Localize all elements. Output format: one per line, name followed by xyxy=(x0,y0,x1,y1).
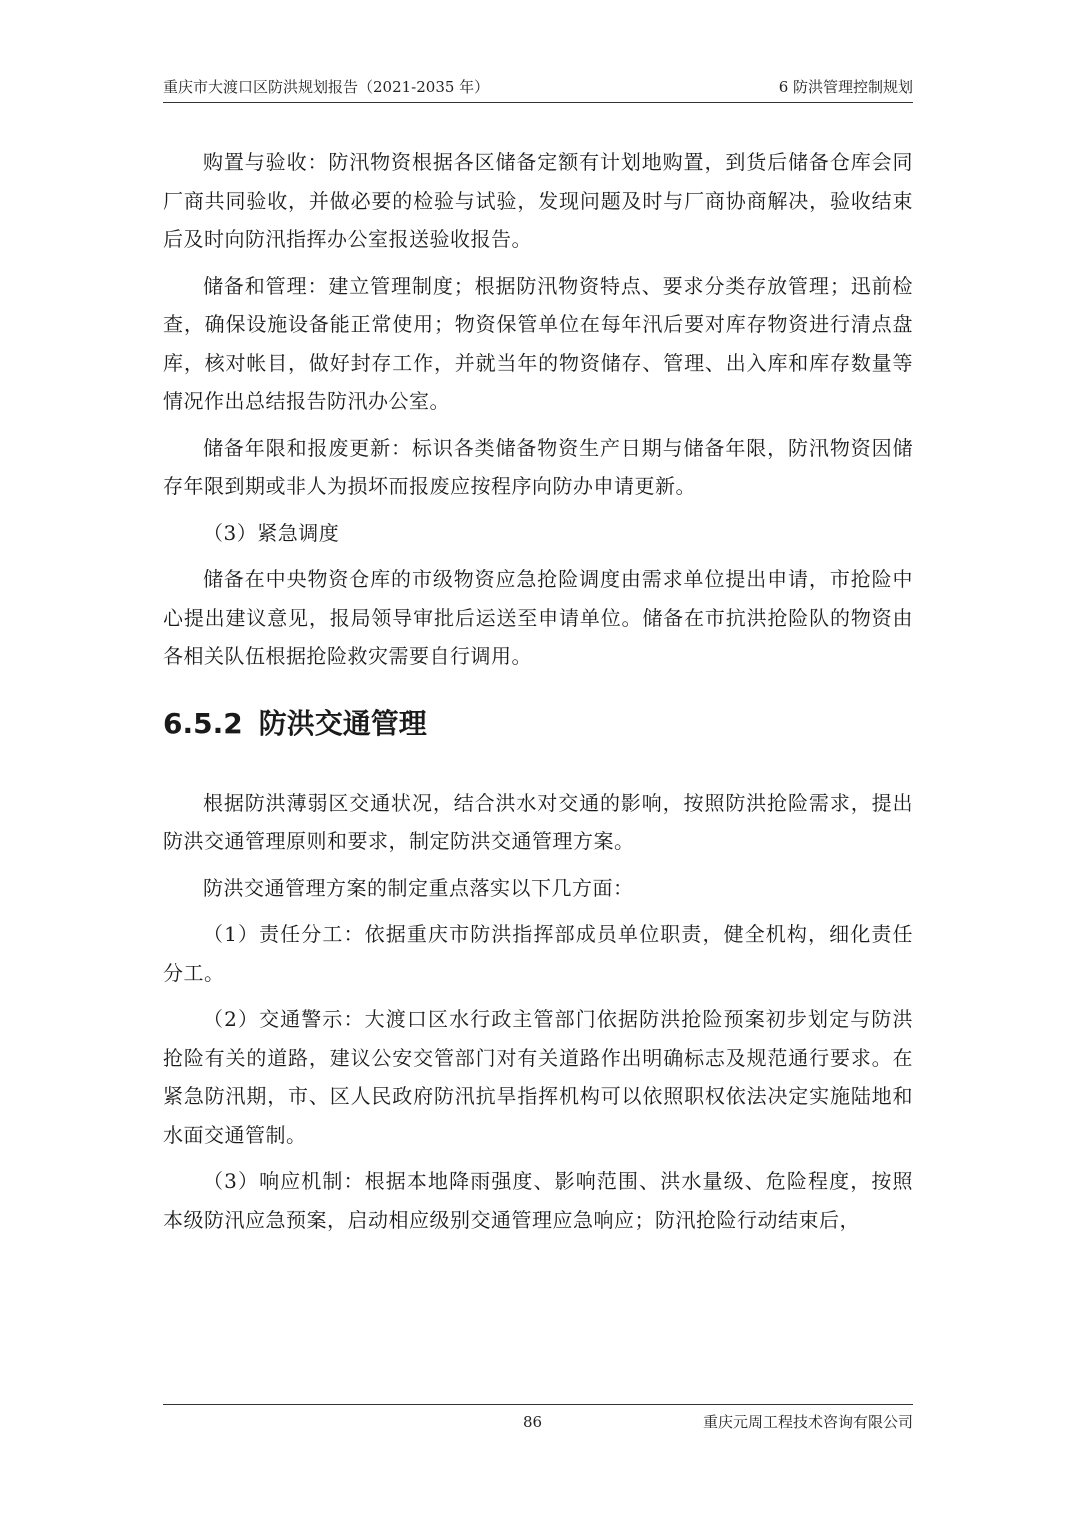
section-title: 防洪交通管理 xyxy=(258,706,427,740)
paragraph-storage-management: 储备和管理：建立管理制度；根据防汛物资特点、要求分类存放管理；迅前检查，确保设施设备能正常使用；物资保管单位在每年汛后要对库存物资进行清点盘库，核对帐目，做好封存工作，并就当年的物资储存、管理、出入库和库存数量等情况作出总结报告防汛办公室。 xyxy=(163,273,913,413)
paragraph-purchase-acceptance: 购置与验收：防汛物资根据各区储备定额有计划地购置，到货后储备仓库会同厂商共同验收，并做必要的检验与试验，发现问题及时与厂商协商解决，验收结束后及时向防汛指挥办公室报送验收报告。 xyxy=(163,150,913,251)
paragraph-emergency-dispatch-heading: （3）紧急调度 xyxy=(203,520,340,545)
footer-company: 重庆元周工程技术咨询有限公司 xyxy=(702,1413,913,1431)
section-heading xyxy=(163,704,913,744)
paragraph-traffic-intro: 根据防洪薄弱区交通状况，结合洪水对交通的影响，按照防洪抢险需求，提出防洪交通管理原则和要求，制定防洪交通管理方案。 xyxy=(163,790,913,853)
header-divider xyxy=(163,102,913,103)
paragraph-emergency-dispatch: 储备在中央物资仓库的市级物资应急抢险调度由需求单位提出申请，市抢险中心提出建议意见，报局领导审批后运送至申请单位。储备在市抗洪抢险队的物资由各相关队伍根据抢险救灾需要自行调用。 xyxy=(163,567,913,668)
paragraph-responsibility: （1）责任分工：依据重庆市防洪指挥部成员单位职责，健全机构，细化责任分工。 xyxy=(163,922,913,985)
section-number: 6.5.2 xyxy=(163,706,243,740)
paragraph-traffic-plan: 防洪交通管理方案的制定重点落实以下几方面： xyxy=(203,875,634,900)
paragraph-response-mechanism: （3）响应机制：根据本地降雨强度、影响范围、洪水量级、危险程度，按照本级防汛应急预案，启动相应级别交通管理应急响应；防汛抢险行动结束后， xyxy=(163,1169,913,1232)
header-report-title: 重庆市大渡口区防洪规划报告（2021-2035 年） xyxy=(163,78,490,96)
paragraph-traffic-warning: （2）交通警示：大渡口区水行政主管部门依据防洪抢险预案初步划定与防洪抢险有关的道路，建议公安交管部门对有关道路作出明确标志及规范通行要求。在紧急防汛期，市、区人民政府防汛抗旱指挥机构可以依照职权依法决定实施陆地和水面交通管制。 xyxy=(163,1007,913,1147)
header-chapter-title: 6 防洪管理控制规划 xyxy=(778,78,913,96)
footer-divider xyxy=(163,1404,913,1405)
page-body xyxy=(163,143,913,1247)
page-header xyxy=(163,76,913,98)
page-footer xyxy=(163,1410,913,1434)
paragraph-storage-renewal: 储备年限和报废更新：标识各类储备物资生产日期与储备年限，防汛物资因储存年限到期或非人为损坏而报废应按程序向防办申请更新。 xyxy=(163,435,913,498)
page-number: 86 xyxy=(523,1413,543,1431)
